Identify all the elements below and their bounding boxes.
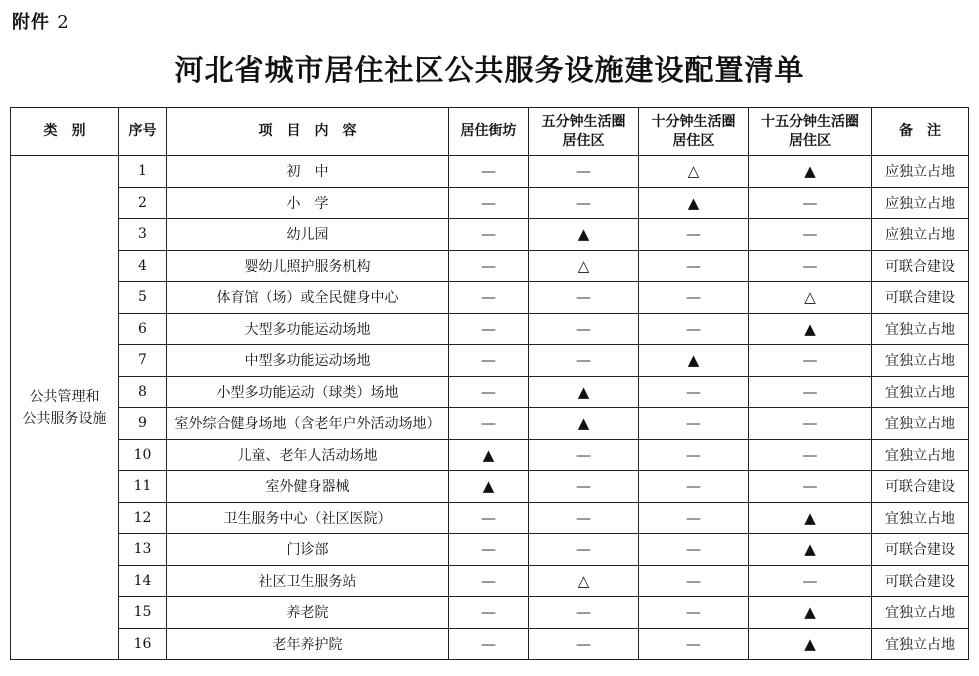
ten-min-cell: — [639, 534, 749, 566]
header-ten-min-line2: 居住区 [672, 132, 715, 149]
fifteen-min-cell: ▲ [749, 534, 872, 566]
table-row [11, 250, 969, 282]
ten-min-cell: ▲ [639, 187, 749, 219]
item-cell: 室外综合健身场地（含老年户外活动场地） [167, 408, 449, 440]
item-cell: 体育馆（场）或全民健身中心 [167, 282, 449, 314]
block-cell: — [449, 534, 529, 566]
ten-min-cell: — [639, 282, 749, 314]
item-cell: 老年养护院 [167, 628, 449, 660]
table-row [11, 156, 969, 188]
fifteen-min-cell: — [749, 345, 872, 377]
fifteen-min-cell: ▲ [749, 628, 872, 660]
fifteen-min-cell: ▲ [749, 502, 872, 534]
ten-min-cell: — [639, 408, 749, 440]
table-row [11, 534, 969, 566]
seq-cell: 5 [119, 282, 167, 314]
block-cell: — [449, 597, 529, 629]
table-row [11, 313, 969, 345]
item-cell: 初 中 [167, 156, 449, 188]
category-line: 公共管理和 [29, 388, 100, 405]
table-row [11, 282, 969, 314]
attachment-label [12, 8, 70, 34]
table-row [11, 219, 969, 251]
seq-cell: 10 [119, 439, 167, 471]
fifteen-min-cell: — [749, 219, 872, 251]
fifteen-min-cell: ▲ [749, 313, 872, 345]
item-cell: 幼儿园 [167, 219, 449, 251]
ten-min-cell: — [639, 502, 749, 534]
category-cell [11, 156, 119, 660]
header-fifteen-min-line1: 十五分钟生活圈 [761, 113, 859, 130]
table-row [11, 345, 969, 377]
ten-min-cell: — [639, 439, 749, 471]
fifteen-min-cell: — [749, 408, 872, 440]
table-row [11, 408, 969, 440]
table-row [11, 502, 969, 534]
fifteen-min-cell: — [749, 187, 872, 219]
five-min-cell: — [529, 471, 639, 503]
five-min-cell: — [529, 282, 639, 314]
seq-cell: 3 [119, 219, 167, 251]
attachment-text: 附件 [12, 12, 50, 33]
table-row [11, 439, 969, 471]
ten-min-cell: — [639, 376, 749, 408]
block-cell: — [449, 628, 529, 660]
fifteen-min-cell: ▲ [749, 156, 872, 188]
table-row [11, 471, 969, 503]
note-cell: 宜独立占地 [872, 345, 969, 377]
item-cell: 社区卫生服务站 [167, 565, 449, 597]
item-cell: 卫生服务中心（社区医院） [167, 502, 449, 534]
category-line: 公共服务设施 [22, 410, 107, 427]
block-cell: ▲ [449, 471, 529, 503]
block-cell: ▲ [449, 439, 529, 471]
ten-min-cell: — [639, 597, 749, 629]
item-cell: 小 学 [167, 187, 449, 219]
block-cell: — [449, 408, 529, 440]
note-cell: 宜独立占地 [872, 439, 969, 471]
item-cell: 室外健身器械 [167, 471, 449, 503]
block-cell: — [449, 219, 529, 251]
table-row [11, 628, 969, 660]
header-ten-min-line1: 十分钟生活圈 [651, 113, 736, 130]
ten-min-cell: — [639, 250, 749, 282]
item-cell: 门诊部 [167, 534, 449, 566]
note-cell: 宜独立占地 [872, 628, 969, 660]
fifteen-min-cell: — [749, 250, 872, 282]
header-fifteen-min-line2: 居住区 [789, 132, 831, 149]
header-category: 类 别 [11, 108, 119, 156]
header-block: 居住街坊 [449, 108, 529, 156]
five-min-cell: — [529, 628, 639, 660]
five-min-cell: — [529, 597, 639, 629]
header-five-min-line1: 五分钟生活圈 [541, 113, 626, 130]
note-cell: 可联合建设 [872, 250, 969, 282]
note-cell: 可联合建设 [872, 471, 969, 503]
note-cell: 可联合建设 [872, 565, 969, 597]
header-row [11, 108, 969, 156]
fifteen-min-cell: — [749, 471, 872, 503]
table-body [11, 156, 969, 660]
seq-cell: 8 [119, 376, 167, 408]
fifteen-min-cell: — [749, 565, 872, 597]
seq-cell: 15 [119, 597, 167, 629]
note-cell: 可联合建设 [872, 282, 969, 314]
five-min-cell: — [529, 187, 639, 219]
five-min-cell: △ [529, 250, 639, 282]
block-cell: — [449, 313, 529, 345]
five-min-cell: — [529, 502, 639, 534]
block-cell: — [449, 376, 529, 408]
item-cell: 小型多功能运动（球类）场地 [167, 376, 449, 408]
header-five-min-line2: 居住区 [562, 132, 605, 149]
ten-min-cell: ▲ [639, 345, 749, 377]
fifteen-min-cell: — [749, 376, 872, 408]
note-cell: 宜独立占地 [872, 408, 969, 440]
note-cell: 宜独立占地 [872, 597, 969, 629]
seq-cell: 7 [119, 345, 167, 377]
ten-min-cell: △ [639, 156, 749, 188]
note-cell: 宜独立占地 [872, 502, 969, 534]
block-cell: — [449, 187, 529, 219]
five-min-cell: — [529, 439, 639, 471]
item-cell: 养老院 [167, 597, 449, 629]
table-row [11, 597, 969, 629]
ten-min-cell: — [639, 565, 749, 597]
block-cell: — [449, 502, 529, 534]
note-cell: 应独立占地 [872, 219, 969, 251]
header-ten-min [639, 108, 749, 156]
seq-cell: 11 [119, 471, 167, 503]
attachment-number: 2 [57, 12, 70, 33]
five-min-cell: ▲ [529, 219, 639, 251]
five-min-cell: — [529, 345, 639, 377]
ten-min-cell: — [639, 471, 749, 503]
five-min-cell: ▲ [529, 376, 639, 408]
ten-min-cell: — [639, 219, 749, 251]
seq-cell: 4 [119, 250, 167, 282]
header-five-min [529, 108, 639, 156]
ten-min-cell: — [639, 313, 749, 345]
header-item: 项 目 内 容 [167, 108, 449, 156]
block-cell: — [449, 282, 529, 314]
five-min-cell: — [529, 534, 639, 566]
seq-cell: 6 [119, 313, 167, 345]
header-seq: 序号 [119, 108, 167, 156]
seq-cell: 14 [119, 565, 167, 597]
fifteen-min-cell: △ [749, 282, 872, 314]
block-cell: — [449, 156, 529, 188]
note-cell: 应独立占地 [872, 156, 969, 188]
seq-cell: 16 [119, 628, 167, 660]
fifteen-min-cell: ▲ [749, 597, 872, 629]
seq-cell: 12 [119, 502, 167, 534]
table-row [11, 376, 969, 408]
item-cell: 大型多功能运动场地 [167, 313, 449, 345]
seq-cell: 13 [119, 534, 167, 566]
item-cell: 中型多功能运动场地 [167, 345, 449, 377]
fifteen-min-cell: — [749, 439, 872, 471]
page-title: 河北省城市居住社区公共服务设施建设配置清单 [174, 53, 805, 87]
seq-cell: 1 [119, 156, 167, 188]
five-min-cell: ▲ [529, 408, 639, 440]
item-cell: 婴幼儿照护服务机构 [167, 250, 449, 282]
header-fifteen-min [749, 108, 872, 156]
seq-cell: 9 [119, 408, 167, 440]
block-cell: — [449, 250, 529, 282]
table-row [11, 565, 969, 597]
five-min-cell: △ [529, 565, 639, 597]
seq-cell: 2 [119, 187, 167, 219]
five-min-cell: — [529, 313, 639, 345]
note-cell: 应独立占地 [872, 187, 969, 219]
block-cell: — [449, 345, 529, 377]
item-cell: 儿童、老年人活动场地 [167, 439, 449, 471]
facility-config-table [10, 107, 969, 660]
table-row [11, 187, 969, 219]
note-cell: 宜独立占地 [872, 313, 969, 345]
block-cell: — [449, 565, 529, 597]
ten-min-cell: — [639, 628, 749, 660]
note-cell: 宜独立占地 [872, 376, 969, 408]
header-note: 备 注 [872, 108, 969, 156]
five-min-cell: — [529, 156, 639, 188]
note-cell: 可联合建设 [872, 534, 969, 566]
